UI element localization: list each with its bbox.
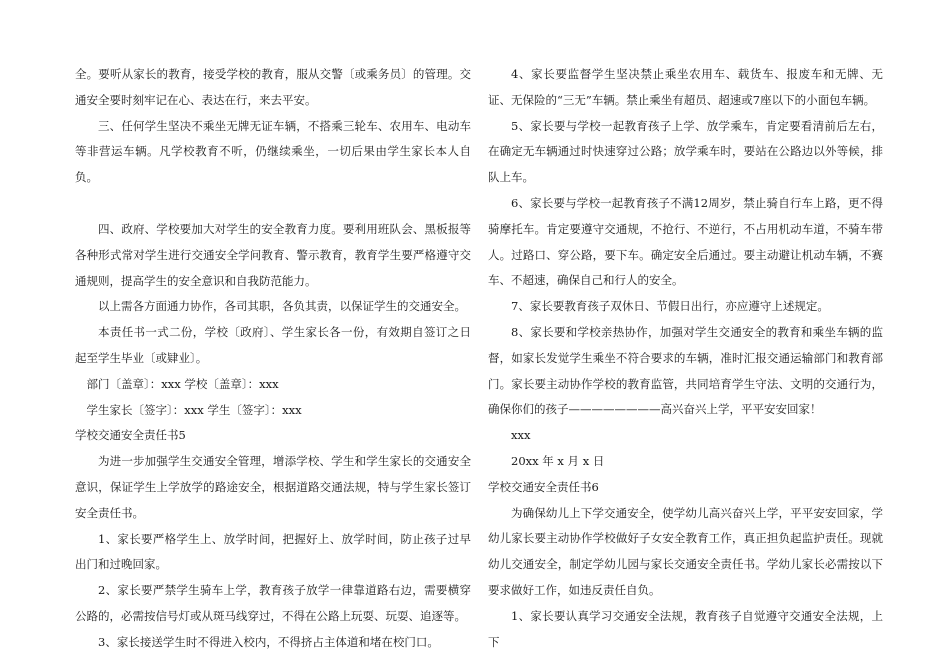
list-item: 5、家长要与学校一起教育孩子上学、放学乘车，肯定要看清前后左右，在确定无车辆通过时快速穿过公路；放学乘车时，要站在公路边以外等候，排队上车。 — [488, 118, 883, 185]
paragraph: 四、政府、学校要加大对学生的安全教育力度。要利用班队会、黑板报等各种形式常对学生进行交通安全学问教育、警示教育，教育学生要严格遵守交通规则，提高学生的安全意识和自我防范能力。 — [75, 221, 471, 288]
signatory: xxx — [511, 428, 531, 443]
list-item: 2、家长要严禁学生骑车上学，教育孩子放学一律靠道路右边，需要横穿公路的，必需按信号灯或从斑马线穿过，不得在公路上玩耍、玩耍、追逐等。 — [75, 583, 471, 623]
list-item: 7、家长要教育孩子双休日、节假日出行，亦应遵守上述规定。 — [511, 299, 829, 314]
list-item: 6、家长要与学校一起教育孩子不满12周岁，禁止骑自行车上路，更不得骑摩托车。肯定要遵守交通规，不抢行、不逆行，不占用机动车道，不骑车带人。过路口、穿公路，要下车。确定安全后通过。要主动避让机动车辆，不赛车、不超速，确保自己和行人的安全。 — [488, 195, 883, 288]
date-line: 20xx 年 x 月 x 日 — [511, 453, 605, 468]
list-item: 8、家长要和学校亲热协作，加强对学生交通安全的教育和乘坐车辆的监督，如家长发觉学生乘坐不符合要求的车辆，准时汇报交通运输部门和教育部门。家长要主动协作学校的教育监管，共同培育学生守法、文明的交通行为，确保你们的孩子————————高兴奋兴上学，平平安安回家！ — [488, 324, 883, 417]
paragraph: 本责任书一式二份，学校〔政府〕、学生家长各一份，有效期自签订之日起至学生毕业〔或肄业〕。 — [75, 325, 471, 365]
signature-line: 学生家长〔签字〕：xxx 学生〔签字〕：xxx — [86, 402, 302, 417]
list-item: 3、家长接送学生时不得进入校内，不得挤占主体道和堵在校门口。 — [98, 634, 439, 649]
list-item: 4、家长要监督学生坚决禁止乘坐农用车、载货车、报废车和无牌、无证、无保险的“三无”车辆。禁止乘坐有超员、超速或7座以下的小面包车辆。 — [488, 67, 883, 107]
stamp-line: 部门〔盖章〕：xxx 学校〔盖章〕：xxx — [86, 376, 279, 391]
list-item: 1、家长要认真学习交通安全法规，教育孩子自觉遵守交通安全法规，上下 — [488, 608, 883, 649]
paragraph: 为确保幼儿上下学交通安全，使学幼儿高兴奋兴上学，平平安安回家，学幼儿家长要主动协作学校做好子女安全教育工作，真正担负起监护责任。现就幼儿交通安全，制定学幼儿园与家长交通安全责任书。学幼儿家长必需按以下要求做好工作，如违反责任自负。 — [488, 505, 883, 597]
section-title: 学校交通安全责任书6 — [488, 479, 599, 494]
paragraph: 为进一步加强学生交通安全管理，增添学校、学生和学生家长的交通安全意识，保证学生上学放学的路途安全，根据道路交通法规，特与学生家长签订安全责任书。 — [75, 454, 471, 520]
right-column — [488, 62, 883, 655]
section-title: 学校交通安全责任书5 — [75, 428, 186, 443]
paragraph: 三、任何学生坚决不乘坐无牌无证车辆，不搭乘三轮车、农用车、电动车等非营运车辆。凡学校教育不听，仍继续乘坐，一切后果由学生家长本人自负。 — [75, 118, 471, 185]
list-item: 1、家长要严格学生上、放学时间，把握好上、放学时间，防止孩子过早出门和过晚回家。 — [75, 531, 471, 572]
paragraph: 全。要听从家长的教育，接受学校的教育，服从交警〔或乘务员〕的管理。交通安全要时刻牢记在心、表达在行，来去平安。 — [75, 67, 471, 107]
left-column — [75, 62, 471, 656]
paragraph: 以上需各方面通力协作，各司其职，各负其责，以保证学生的交通安全。 — [98, 299, 466, 314]
